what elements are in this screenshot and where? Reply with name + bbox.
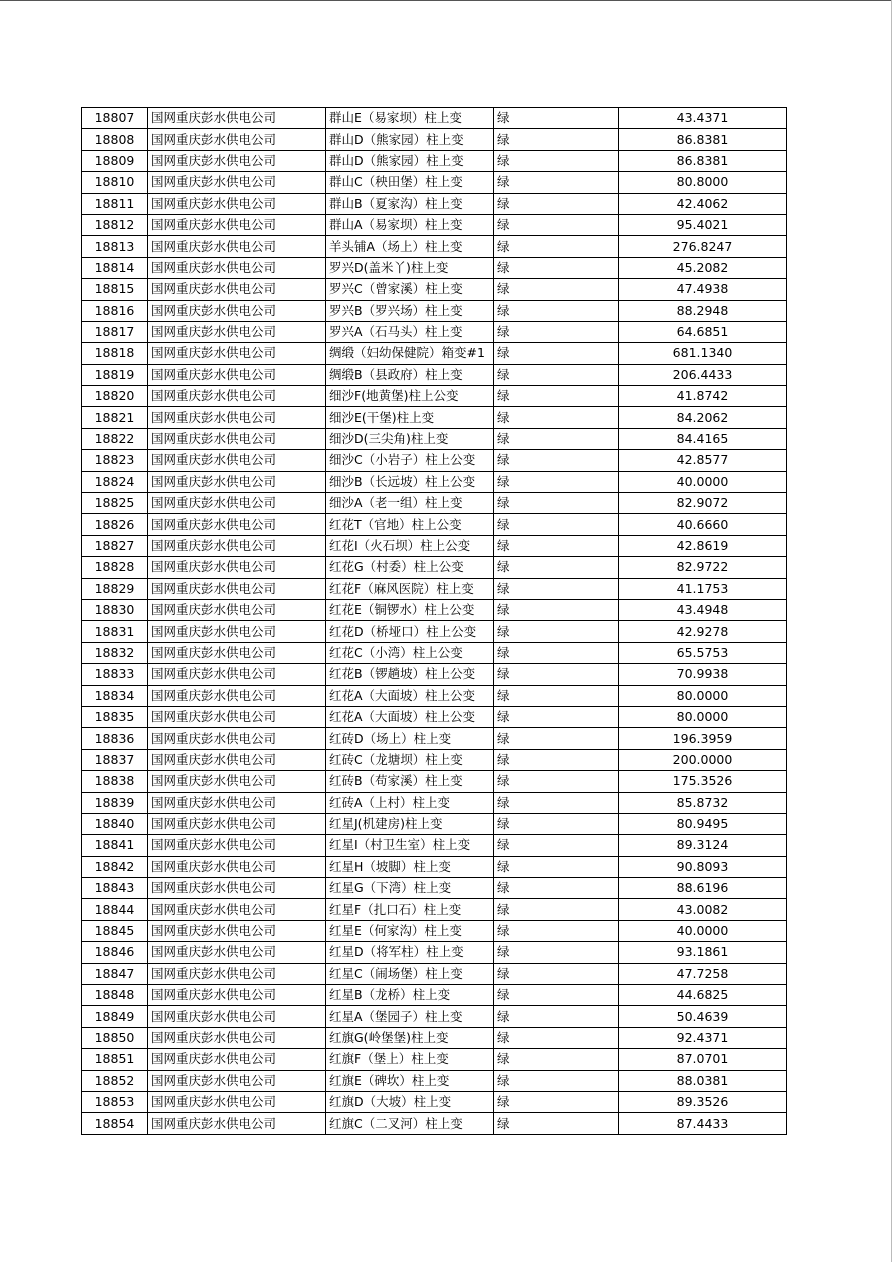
transformer-name-cell: 细沙D(三尖角)柱上变 — [326, 428, 494, 449]
value-cell: 175.3526 — [619, 771, 787, 792]
transformer-name-cell: 红花B（锣趟坡）柱上公变 — [326, 664, 494, 685]
table-row — [82, 257, 787, 278]
company-cell: 国网重庆彭水供电公司 — [148, 1113, 326, 1134]
id-cell: 18821 — [82, 407, 148, 428]
id-cell: 18823 — [82, 450, 148, 471]
transformer-name-cell: 红花A（大面坡）柱上公变 — [326, 685, 494, 706]
table-row — [82, 514, 787, 535]
status-cell: 绿 — [494, 856, 619, 877]
transformer-name-cell: 红花I（火石坝）柱上公变 — [326, 535, 494, 556]
transformer-name-cell: 红旗E（碑坎）柱上变 — [326, 1070, 494, 1091]
status-cell: 绿 — [494, 771, 619, 792]
status-cell: 绿 — [494, 899, 619, 920]
value-cell: 80.0000 — [619, 706, 787, 727]
table-row — [82, 792, 787, 813]
company-cell: 国网重庆彭水供电公司 — [148, 214, 326, 235]
company-cell: 国网重庆彭水供电公司 — [148, 1091, 326, 1112]
id-cell: 18811 — [82, 193, 148, 214]
value-cell: 681.1340 — [619, 343, 787, 364]
id-cell: 18838 — [82, 771, 148, 792]
company-cell: 国网重庆彭水供电公司 — [148, 450, 326, 471]
status-cell: 绿 — [494, 621, 619, 642]
company-cell: 国网重庆彭水供电公司 — [148, 835, 326, 856]
status-cell: 绿 — [494, 450, 619, 471]
table-row — [82, 236, 787, 257]
status-cell: 绿 — [494, 129, 619, 150]
transformer-name-cell: 红花T（官地）柱上公变 — [326, 514, 494, 535]
id-cell: 18845 — [82, 920, 148, 941]
table-row — [82, 450, 787, 471]
table-row — [82, 813, 787, 834]
value-cell: 50.4639 — [619, 1006, 787, 1027]
status-cell: 绿 — [494, 599, 619, 620]
table-row — [82, 193, 787, 214]
value-cell: 70.9938 — [619, 664, 787, 685]
id-cell: 18841 — [82, 835, 148, 856]
company-cell: 国网重庆彭水供电公司 — [148, 172, 326, 193]
value-cell: 80.9495 — [619, 813, 787, 834]
table-row — [82, 321, 787, 342]
value-cell: 42.4062 — [619, 193, 787, 214]
transformer-name-cell: 红花F（麻风医院）柱上变 — [326, 578, 494, 599]
id-cell: 18849 — [82, 1006, 148, 1027]
id-cell: 18852 — [82, 1070, 148, 1091]
company-cell: 国网重庆彭水供电公司 — [148, 279, 326, 300]
value-cell: 42.8619 — [619, 535, 787, 556]
company-cell: 国网重庆彭水供电公司 — [148, 493, 326, 514]
company-cell: 国网重庆彭水供电公司 — [148, 1027, 326, 1048]
table-row — [82, 749, 787, 770]
status-cell: 绿 — [494, 878, 619, 899]
transformer-name-cell: 红旗C（二叉河）柱上变 — [326, 1113, 494, 1134]
transformer-name-cell: 红花A（大面坡）柱上公变 — [326, 706, 494, 727]
table-row — [82, 578, 787, 599]
company-cell: 国网重庆彭水供电公司 — [148, 1049, 326, 1070]
table-row — [82, 364, 787, 385]
id-cell: 18829 — [82, 578, 148, 599]
company-cell: 国网重庆彭水供电公司 — [148, 578, 326, 599]
status-cell: 绿 — [494, 343, 619, 364]
status-cell: 绿 — [494, 1049, 619, 1070]
status-cell: 绿 — [494, 1113, 619, 1134]
value-cell: 87.0701 — [619, 1049, 787, 1070]
value-cell: 87.4433 — [619, 1113, 787, 1134]
table-row — [82, 642, 787, 663]
table-row — [82, 172, 787, 193]
transformer-name-cell: 群山C（秧田堡）柱上变 — [326, 172, 494, 193]
id-cell: 18820 — [82, 386, 148, 407]
value-cell: 200.0000 — [619, 749, 787, 770]
status-cell: 绿 — [494, 193, 619, 214]
transformer-name-cell: 罗兴B（罗兴场）柱上变 — [326, 300, 494, 321]
value-cell: 43.0082 — [619, 899, 787, 920]
status-cell: 绿 — [494, 985, 619, 1006]
id-cell: 18842 — [82, 856, 148, 877]
transformer-name-cell: 红花G（村委）柱上公变 — [326, 557, 494, 578]
value-cell: 41.8742 — [619, 386, 787, 407]
id-cell: 18851 — [82, 1049, 148, 1070]
company-cell: 国网重庆彭水供电公司 — [148, 129, 326, 150]
status-cell: 绿 — [494, 428, 619, 449]
page-top-border — [0, 0, 892, 1]
value-cell: 42.9278 — [619, 621, 787, 642]
status-cell: 绿 — [494, 172, 619, 193]
transformer-name-cell: 红星F（扎口石）柱上变 — [326, 899, 494, 920]
company-cell: 国网重庆彭水供电公司 — [148, 856, 326, 877]
status-cell: 绿 — [494, 257, 619, 278]
value-cell: 276.8247 — [619, 236, 787, 257]
company-cell: 国网重庆彭水供电公司 — [148, 364, 326, 385]
value-cell: 42.8577 — [619, 450, 787, 471]
value-cell: 84.2062 — [619, 407, 787, 428]
id-cell: 18824 — [82, 471, 148, 492]
company-cell: 国网重庆彭水供电公司 — [148, 257, 326, 278]
status-cell: 绿 — [494, 236, 619, 257]
table-row — [82, 771, 787, 792]
company-cell: 国网重庆彭水供电公司 — [148, 642, 326, 663]
transformer-name-cell: 群山E（易家坝）柱上变 — [326, 108, 494, 129]
id-cell: 18808 — [82, 129, 148, 150]
value-cell: 65.5753 — [619, 642, 787, 663]
status-cell: 绿 — [494, 1070, 619, 1091]
id-cell: 18833 — [82, 664, 148, 685]
transformer-name-cell: 红花D（桥垭口）柱上公变 — [326, 621, 494, 642]
id-cell: 18809 — [82, 150, 148, 171]
status-cell: 绿 — [494, 364, 619, 385]
transformer-name-cell: 绸缎（妇幼保健院）箱变#1 — [326, 343, 494, 364]
transformer-name-cell: 羊头铺A（场上）柱上变 — [326, 236, 494, 257]
id-cell: 18812 — [82, 214, 148, 235]
table-row — [82, 920, 787, 941]
id-cell: 18835 — [82, 706, 148, 727]
value-cell: 84.4165 — [619, 428, 787, 449]
company-cell: 国网重庆彭水供电公司 — [148, 514, 326, 535]
company-cell: 国网重庆彭水供电公司 — [148, 386, 326, 407]
id-cell: 18834 — [82, 685, 148, 706]
table-row — [82, 386, 787, 407]
id-cell: 18815 — [82, 279, 148, 300]
status-cell: 绿 — [494, 214, 619, 235]
company-cell: 国网重庆彭水供电公司 — [148, 920, 326, 941]
company-cell: 国网重庆彭水供电公司 — [148, 343, 326, 364]
status-cell: 绿 — [494, 749, 619, 770]
status-cell: 绿 — [494, 514, 619, 535]
status-cell: 绿 — [494, 535, 619, 556]
company-cell: 国网重庆彭水供电公司 — [148, 749, 326, 770]
company-cell: 国网重庆彭水供电公司 — [148, 899, 326, 920]
id-cell: 18853 — [82, 1091, 148, 1112]
value-cell: 47.7258 — [619, 963, 787, 984]
table-row — [82, 963, 787, 984]
table-row — [82, 835, 787, 856]
transformer-name-cell: 细沙F(地黄堡)柱上公变 — [326, 386, 494, 407]
status-cell: 绿 — [494, 728, 619, 749]
value-cell: 196.3959 — [619, 728, 787, 749]
value-cell: 41.1753 — [619, 578, 787, 599]
status-cell: 绿 — [494, 963, 619, 984]
id-cell: 18854 — [82, 1113, 148, 1134]
company-cell: 国网重庆彭水供电公司 — [148, 771, 326, 792]
value-cell: 45.2082 — [619, 257, 787, 278]
table-row — [82, 279, 787, 300]
company-cell: 国网重庆彭水供电公司 — [148, 321, 326, 342]
transformer-name-cell: 罗兴C（曾家溪）柱上变 — [326, 279, 494, 300]
value-cell: 86.8381 — [619, 129, 787, 150]
transformer-name-cell: 细沙B（长远坡）柱上公变 — [326, 471, 494, 492]
status-cell: 绿 — [494, 279, 619, 300]
id-cell: 18831 — [82, 621, 148, 642]
table-row — [82, 621, 787, 642]
transformer-name-cell: 绸缎B（县政府）柱上变 — [326, 364, 494, 385]
company-cell: 国网重庆彭水供电公司 — [148, 428, 326, 449]
transformer-name-cell: 红星J(机建房)柱上变 — [326, 813, 494, 834]
transformer-name-cell: 群山D（熊家园）柱上变 — [326, 150, 494, 171]
company-cell: 国网重庆彭水供电公司 — [148, 557, 326, 578]
company-cell: 国网重庆彭水供电公司 — [148, 1070, 326, 1091]
id-cell: 18819 — [82, 364, 148, 385]
data-table — [81, 107, 787, 1135]
status-cell: 绿 — [494, 942, 619, 963]
table-row — [82, 664, 787, 685]
company-cell: 国网重庆彭水供电公司 — [148, 813, 326, 834]
status-cell: 绿 — [494, 407, 619, 428]
table-row — [82, 471, 787, 492]
value-cell: 40.0000 — [619, 471, 787, 492]
company-cell: 国网重庆彭水供电公司 — [148, 193, 326, 214]
transformer-name-cell: 细沙E(干堡)柱上变 — [326, 407, 494, 428]
status-cell: 绿 — [494, 300, 619, 321]
status-cell: 绿 — [494, 706, 619, 727]
company-cell: 国网重庆彭水供电公司 — [148, 599, 326, 620]
value-cell: 92.4371 — [619, 1027, 787, 1048]
company-cell: 国网重庆彭水供电公司 — [148, 985, 326, 1006]
value-cell: 40.6660 — [619, 514, 787, 535]
value-cell: 88.2948 — [619, 300, 787, 321]
id-cell: 18832 — [82, 642, 148, 663]
status-cell: 绿 — [494, 642, 619, 663]
id-cell: 18825 — [82, 493, 148, 514]
value-cell: 80.8000 — [619, 172, 787, 193]
id-cell: 18846 — [82, 942, 148, 963]
id-cell: 18822 — [82, 428, 148, 449]
status-cell: 绿 — [494, 557, 619, 578]
table-row — [82, 1113, 787, 1134]
status-cell: 绿 — [494, 664, 619, 685]
transformer-name-cell: 红星I（村卫生室）柱上变 — [326, 835, 494, 856]
transformer-name-cell: 红砖A（上村）柱上变 — [326, 792, 494, 813]
table-row — [82, 407, 787, 428]
company-cell: 国网重庆彭水供电公司 — [148, 108, 326, 129]
table-body — [82, 108, 787, 1135]
transformer-name-cell: 细沙C（小岩子）柱上公变 — [326, 450, 494, 471]
table-row — [82, 1027, 787, 1048]
value-cell: 44.6825 — [619, 985, 787, 1006]
company-cell: 国网重庆彭水供电公司 — [148, 942, 326, 963]
company-cell: 国网重庆彭水供电公司 — [148, 792, 326, 813]
status-cell: 绿 — [494, 1091, 619, 1112]
id-cell: 18810 — [82, 172, 148, 193]
value-cell: 47.4938 — [619, 279, 787, 300]
company-cell: 国网重庆彭水供电公司 — [148, 706, 326, 727]
table-row — [82, 535, 787, 556]
id-cell: 18813 — [82, 236, 148, 257]
id-cell: 18843 — [82, 878, 148, 899]
company-cell: 国网重庆彭水供电公司 — [148, 535, 326, 556]
company-cell: 国网重庆彭水供电公司 — [148, 685, 326, 706]
id-cell: 18847 — [82, 963, 148, 984]
table-row — [82, 557, 787, 578]
transformer-name-cell: 红星G（下湾）柱上变 — [326, 878, 494, 899]
transformer-name-cell: 红旗D（大坡）柱上变 — [326, 1091, 494, 1112]
transformer-name-cell: 红花C（小湾）柱上公变 — [326, 642, 494, 663]
value-cell: 88.6196 — [619, 878, 787, 899]
id-cell: 18817 — [82, 321, 148, 342]
table-row — [82, 942, 787, 963]
id-cell: 18837 — [82, 749, 148, 770]
table-row — [82, 899, 787, 920]
transformer-name-cell: 红星E（何家沟）柱上变 — [326, 920, 494, 941]
status-cell: 绿 — [494, 835, 619, 856]
table-row — [82, 985, 787, 1006]
value-cell: 64.6851 — [619, 321, 787, 342]
transformer-name-cell: 红花E（铜锣水）柱上公变 — [326, 599, 494, 620]
table-row — [82, 599, 787, 620]
transformer-name-cell: 群山A（易家坝）柱上变 — [326, 214, 494, 235]
table-row — [82, 150, 787, 171]
status-cell: 绿 — [494, 321, 619, 342]
transformer-name-cell: 红星H（坡脚）柱上变 — [326, 856, 494, 877]
transformer-name-cell: 罗兴D(盖米丫)柱上变 — [326, 257, 494, 278]
transformer-name-cell: 群山D（熊家园）柱上变 — [326, 129, 494, 150]
table-row — [82, 856, 787, 877]
transformer-name-cell: 红星B（龙桥）柱上变 — [326, 985, 494, 1006]
table-row — [82, 1006, 787, 1027]
table-row — [82, 108, 787, 129]
id-cell: 18826 — [82, 514, 148, 535]
status-cell: 绿 — [494, 813, 619, 834]
table-row — [82, 214, 787, 235]
table-row — [82, 493, 787, 514]
transformer-name-cell: 红旗F（堡上）柱上变 — [326, 1049, 494, 1070]
value-cell: 88.0381 — [619, 1070, 787, 1091]
table-row — [82, 685, 787, 706]
table-row — [82, 878, 787, 899]
value-cell: 43.4948 — [619, 599, 787, 620]
transformer-name-cell: 红砖B（苟家溪）柱上变 — [326, 771, 494, 792]
table-row — [82, 343, 787, 364]
table-row — [82, 300, 787, 321]
transformer-name-cell: 群山B（夏家沟）柱上变 — [326, 193, 494, 214]
status-cell: 绿 — [494, 386, 619, 407]
table-row — [82, 706, 787, 727]
status-cell: 绿 — [494, 150, 619, 171]
value-cell: 206.4433 — [619, 364, 787, 385]
company-cell: 国网重庆彭水供电公司 — [148, 300, 326, 321]
transformer-name-cell: 红砖D（场上）柱上变 — [326, 728, 494, 749]
value-cell: 82.9722 — [619, 557, 787, 578]
company-cell: 国网重庆彭水供电公司 — [148, 728, 326, 749]
value-cell: 85.8732 — [619, 792, 787, 813]
value-cell: 40.0000 — [619, 920, 787, 941]
id-cell: 18839 — [82, 792, 148, 813]
value-cell: 80.0000 — [619, 685, 787, 706]
status-cell: 绿 — [494, 792, 619, 813]
id-cell: 18816 — [82, 300, 148, 321]
status-cell: 绿 — [494, 685, 619, 706]
value-cell: 93.1861 — [619, 942, 787, 963]
value-cell: 86.8381 — [619, 150, 787, 171]
company-cell: 国网重庆彭水供电公司 — [148, 471, 326, 492]
transformer-name-cell: 红星C（闹场堡）柱上变 — [326, 963, 494, 984]
id-cell: 18840 — [82, 813, 148, 834]
value-cell: 82.9072 — [619, 493, 787, 514]
company-cell: 国网重庆彭水供电公司 — [148, 664, 326, 685]
transformer-name-cell: 红旗G(岭堡堡)柱上变 — [326, 1027, 494, 1048]
status-cell: 绿 — [494, 493, 619, 514]
company-cell: 国网重庆彭水供电公司 — [148, 1006, 326, 1027]
value-cell: 89.3526 — [619, 1091, 787, 1112]
table-row — [82, 1091, 787, 1112]
transformer-name-cell: 红星A（堡园子）柱上变 — [326, 1006, 494, 1027]
status-cell: 绿 — [494, 471, 619, 492]
transformer-name-cell: 红星D（将军柱）柱上变 — [326, 942, 494, 963]
table-row — [82, 1049, 787, 1070]
table-row — [82, 129, 787, 150]
transformer-name-cell: 细沙A（老一组）柱上变 — [326, 493, 494, 514]
company-cell: 国网重庆彭水供电公司 — [148, 150, 326, 171]
id-cell: 18844 — [82, 899, 148, 920]
value-cell: 89.3124 — [619, 835, 787, 856]
table-row — [82, 728, 787, 749]
table-row — [82, 1070, 787, 1091]
value-cell: 90.8093 — [619, 856, 787, 877]
table-row — [82, 428, 787, 449]
id-cell: 18850 — [82, 1027, 148, 1048]
status-cell: 绿 — [494, 1006, 619, 1027]
id-cell: 18836 — [82, 728, 148, 749]
id-cell: 18848 — [82, 985, 148, 1006]
company-cell: 国网重庆彭水供电公司 — [148, 236, 326, 257]
id-cell: 18827 — [82, 535, 148, 556]
status-cell: 绿 — [494, 108, 619, 129]
status-cell: 绿 — [494, 1027, 619, 1048]
status-cell: 绿 — [494, 578, 619, 599]
company-cell: 国网重庆彭水供电公司 — [148, 963, 326, 984]
id-cell: 18830 — [82, 599, 148, 620]
status-cell: 绿 — [494, 920, 619, 941]
transformer-name-cell: 罗兴A（石马头）柱上变 — [326, 321, 494, 342]
id-cell: 18818 — [82, 343, 148, 364]
value-cell: 95.4021 — [619, 214, 787, 235]
company-cell: 国网重庆彭水供电公司 — [148, 878, 326, 899]
id-cell: 18814 — [82, 257, 148, 278]
company-cell: 国网重庆彭水供电公司 — [148, 621, 326, 642]
company-cell: 国网重庆彭水供电公司 — [148, 407, 326, 428]
id-cell: 18828 — [82, 557, 148, 578]
id-cell: 18807 — [82, 108, 148, 129]
value-cell: 43.4371 — [619, 108, 787, 129]
transformer-name-cell: 红砖C（龙塘坝）柱上变 — [326, 749, 494, 770]
